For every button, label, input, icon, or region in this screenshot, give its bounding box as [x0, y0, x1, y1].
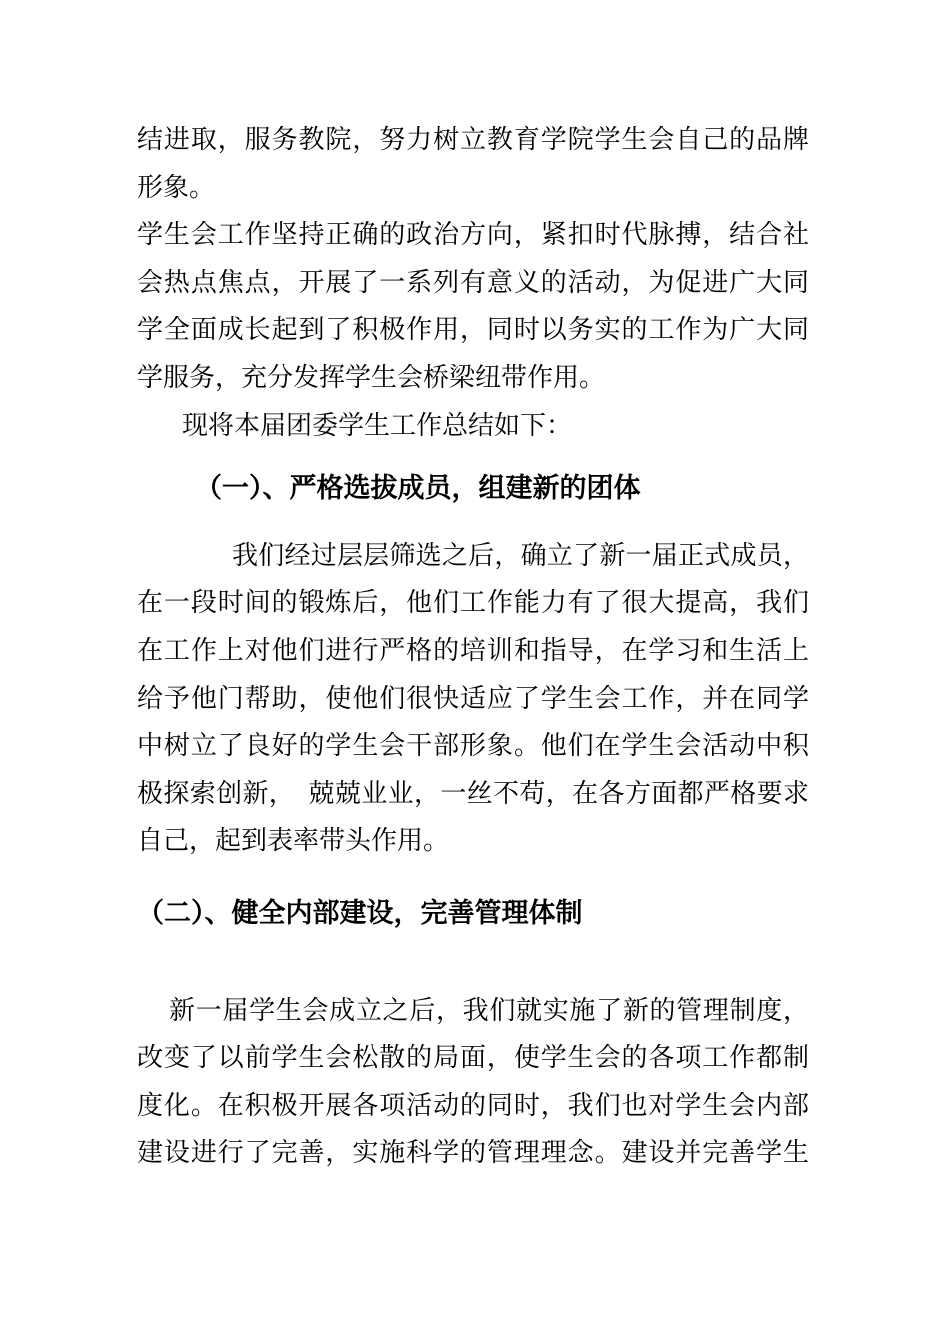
- text-line: 会热点焦点，开展了一系列有意义的活动，为促进广大同: [137, 267, 809, 297]
- text-line: 结进取，服务教院，努力树立教育学院学生会自己的品牌: [137, 125, 809, 154]
- section-2: [137, 890, 809, 938]
- text-line: 学全面成长起到了积极作用，同时以务实的工作为广大同: [137, 315, 809, 345]
- text-line: 现将本届团委学生工作总结如下：: [182, 410, 573, 440]
- paragraph-overview: [137, 211, 809, 401]
- text-line: 在一段时间的锻炼后，他们工作能力有了很大提高，我们: [137, 588, 809, 618]
- section-2-body: [137, 987, 809, 1177]
- section-2-heading: （二）、健全内部建设，完善管理体制: [137, 897, 583, 928]
- text-line: 度化。在积极开展各项活动的同时，我们也对学生会内部: [137, 1090, 809, 1120]
- text-line: 我们经过层层筛选之后，确立了新一届正式成员，: [232, 540, 809, 570]
- text-line: 在工作上对他们进行严格的培训和指导，在学习和生活上: [137, 635, 809, 665]
- text-line: 形象。: [137, 172, 216, 202]
- paragraph-intro-continuation: [137, 116, 809, 211]
- text-line: 学服务，充分发挥学生会桥梁纽带作用。: [137, 362, 606, 392]
- text-line: 给予他门帮助，使他们很快适应了学生会工作，并在同学: [137, 683, 809, 713]
- text-line: 改变了以前学生会松散的局面，使学生会的各项工作都制: [137, 1043, 809, 1073]
- text-line: 学生会工作坚持正确的政治方向，紧扣时代脉搏，结合社: [137, 220, 809, 250]
- section-1: [137, 465, 809, 513]
- section-1-body: [137, 532, 809, 865]
- section-1-heading: （一）、严格选拔成员，组建新的团体: [195, 473, 641, 504]
- text-line: 自己，起到表率带头作用。: [137, 826, 450, 856]
- paragraph-lead-in: [137, 402, 809, 450]
- text-line: 中树立了良好的学生会干部形象。他们在学生会活动中积: [137, 731, 809, 761]
- text-line: 建设进行了完善，实施科学的管理理念。建设并完善学生: [137, 1138, 809, 1168]
- page-content: [137, 116, 809, 1177]
- text-line: 极探索创新， 兢兢业业，一丝不苟，在各方面都严格要求: [137, 778, 809, 808]
- text-line: 新一届学生会成立之后，我们就实施了新的管理制度，: [169, 995, 809, 1025]
